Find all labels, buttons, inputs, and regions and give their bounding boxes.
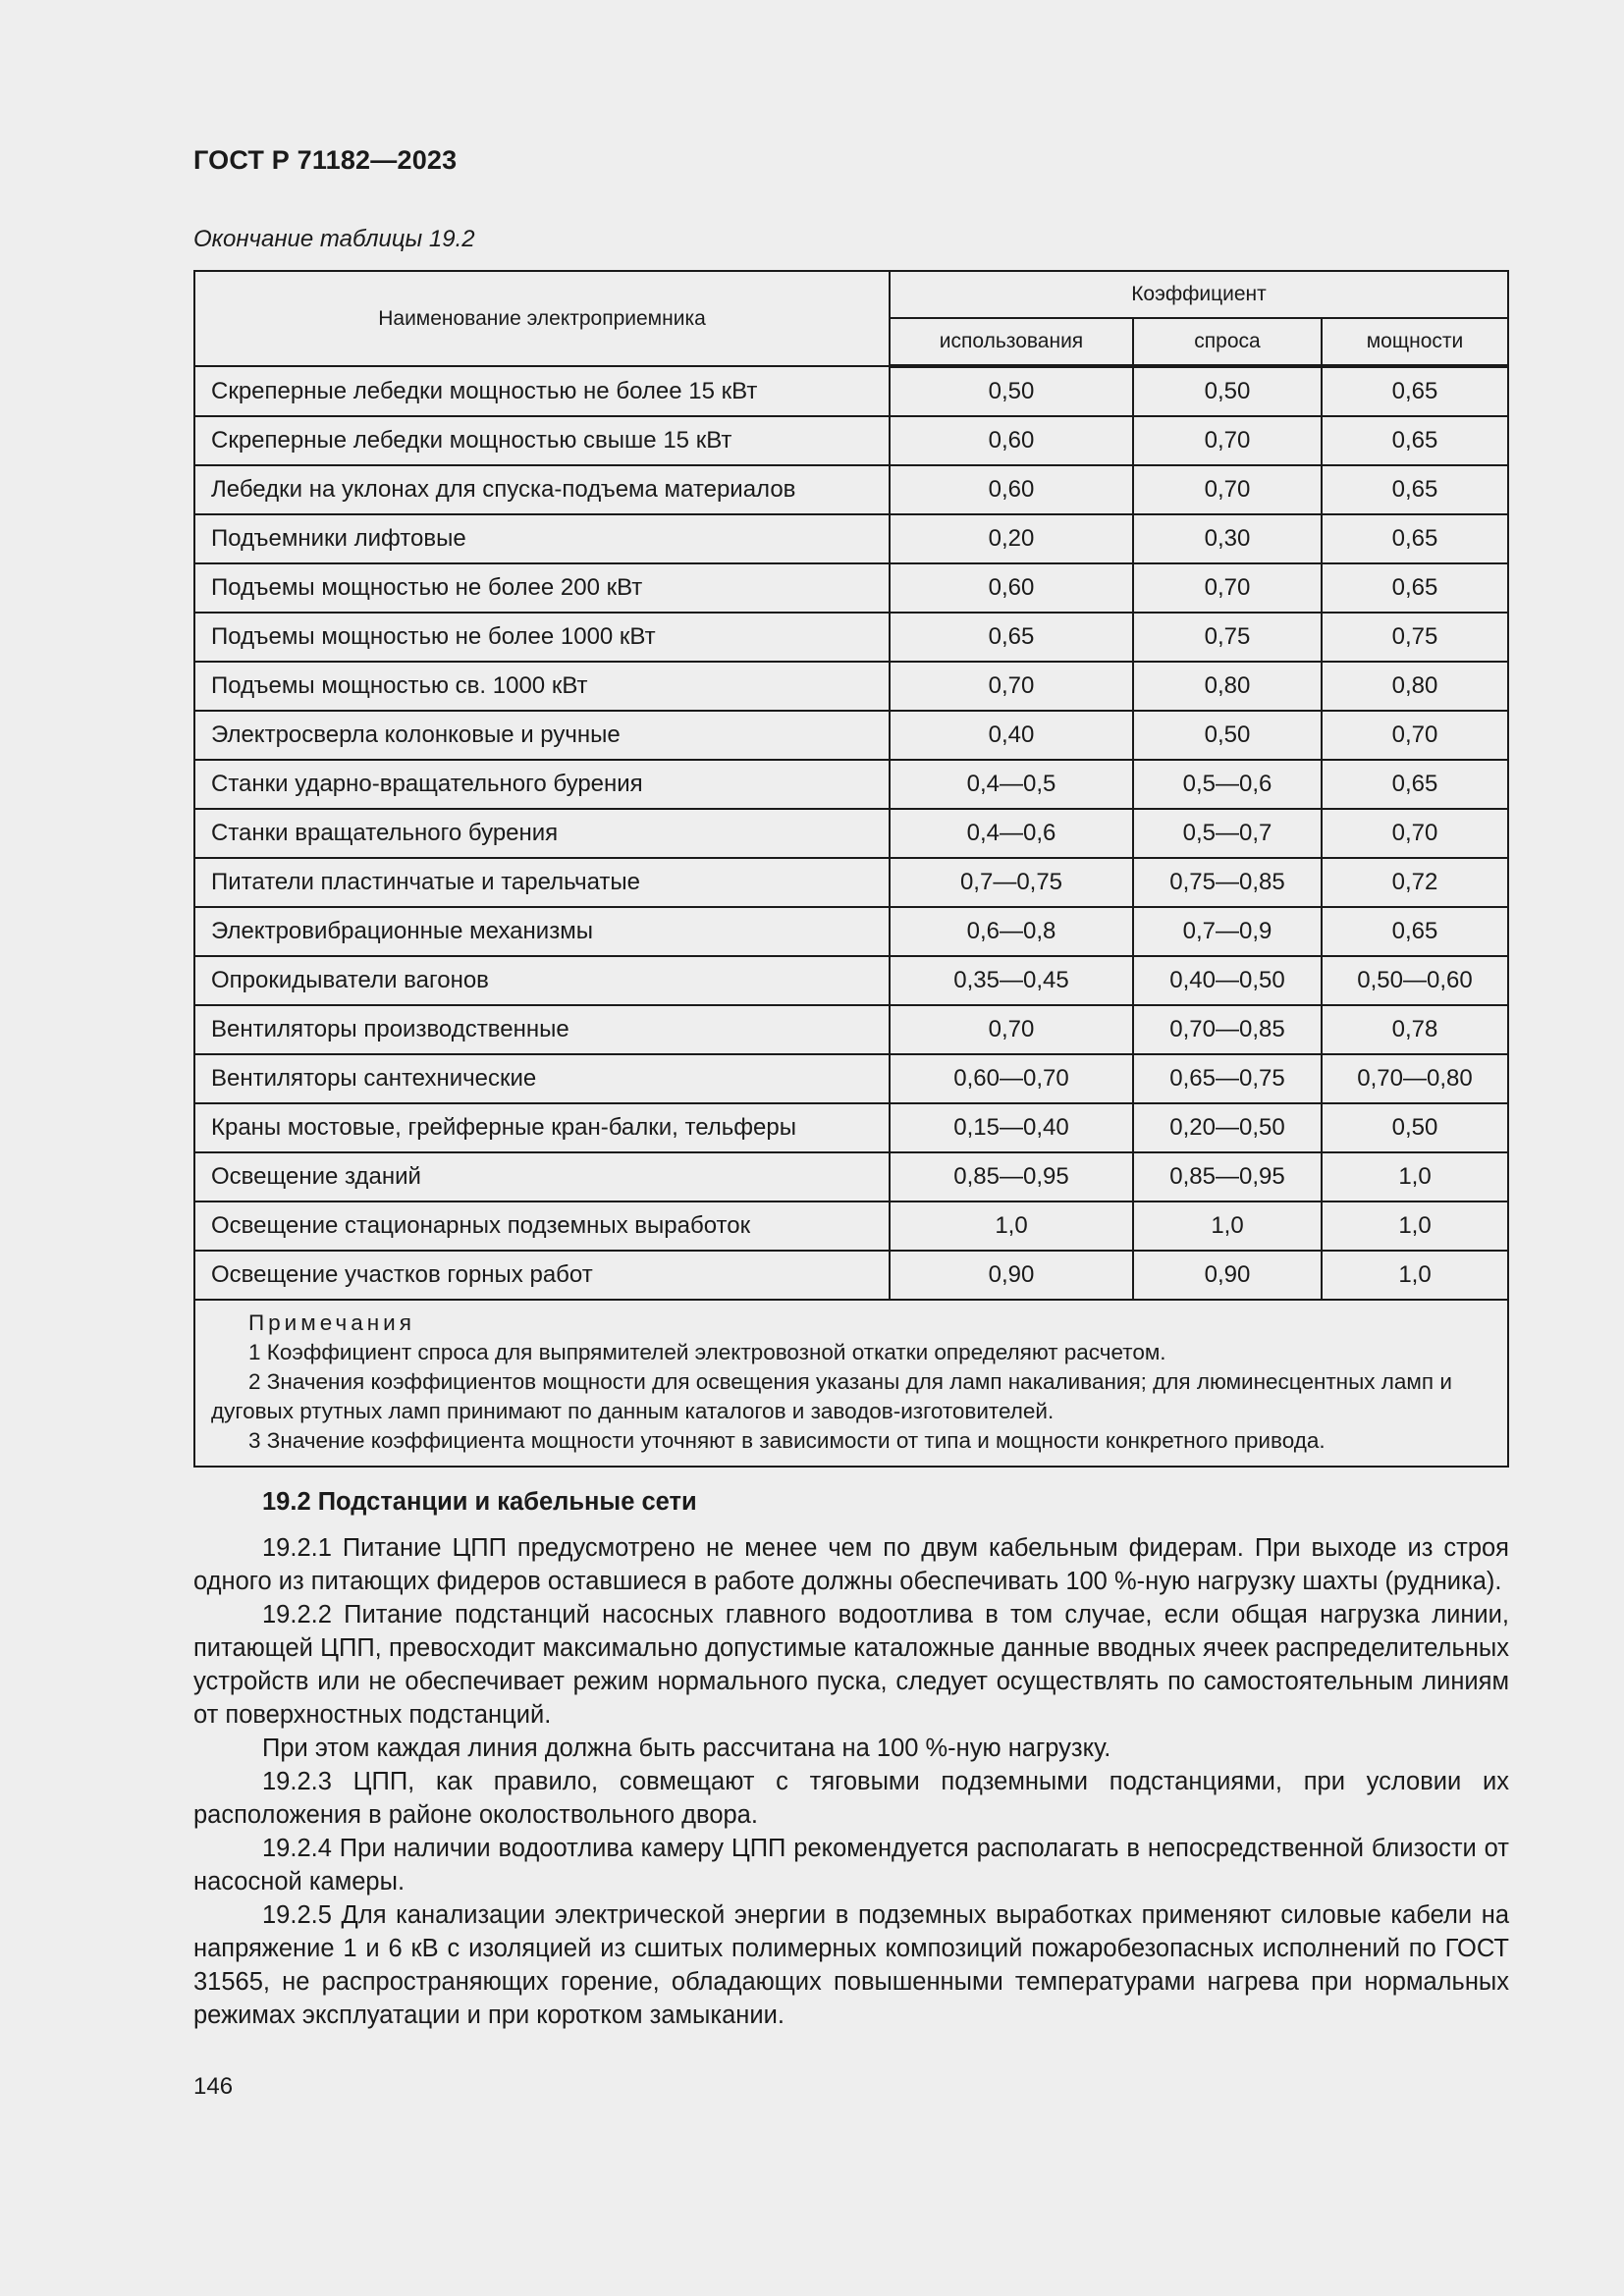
section-title: 19.2 Подстанции и кабельные сети — [262, 1488, 697, 1516]
table-row — [194, 662, 1508, 711]
table-row — [194, 613, 1508, 662]
cell-power: 0,50—0,60 — [1322, 956, 1508, 1005]
cell-power: 1,0 — [1322, 1152, 1508, 1201]
cell-demand: 0,40—0,50 — [1133, 956, 1322, 1005]
cell-name: Станки ударно-вращательного бурения — [194, 760, 890, 809]
table-row — [194, 563, 1508, 613]
cell-demand: 0,5—0,7 — [1133, 809, 1322, 858]
cell-power: 0,70 — [1322, 809, 1508, 858]
paragraph: 19.2.1 Питание ЦПП предусмотрено не менее чем по двум кабельным фидерам. При выходе из строя одного из питающих фидеров оставшиеся в работе должны обеспечивать 100 %-ную нагрузку шахты (рудника). — [193, 1534, 1509, 1595]
note-3: 3 Значение коэффициента мощности уточняют в зависимости от типа и мощности конкретного привода. — [248, 1428, 1326, 1453]
cell-usage: 0,60 — [890, 416, 1133, 465]
cell-usage: 0,85—0,95 — [890, 1152, 1133, 1201]
paragraph: 19.2.4 При наличии водоотлива камеру ЦПП рекомендуется располагать в непосредственной близости от насосной камеры. — [193, 1835, 1509, 1896]
cell-name: Вентиляторы производственные — [194, 1005, 890, 1054]
cell-name: Вентиляторы сантехнические — [194, 1054, 890, 1103]
cell-usage: 0,40 — [890, 711, 1133, 760]
cell-power: 0,70 — [1322, 711, 1508, 760]
cell-name: Освещение участков горных работ — [194, 1251, 890, 1300]
document-title: ГОСТ Р 71182—2023 — [193, 145, 458, 175]
note-1: 1 Коэффициент спроса для выпрямителей электровозной откатки определяют расчетом. — [248, 1340, 1166, 1364]
table-row — [194, 809, 1508, 858]
table-row — [194, 711, 1508, 760]
section-body — [193, 1531, 1509, 2032]
cell-usage: 0,4—0,6 — [890, 809, 1133, 858]
header-power: мощности — [1322, 318, 1508, 366]
cell-demand: 0,70 — [1133, 465, 1322, 514]
cell-usage: 0,4—0,5 — [890, 760, 1133, 809]
cell-name: Освещение зданий — [194, 1152, 890, 1201]
cell-power: 0,50 — [1322, 1103, 1508, 1152]
cell-usage: 0,70 — [890, 1005, 1133, 1054]
cell-demand: 0,20—0,50 — [1133, 1103, 1322, 1152]
cell-demand: 1,0 — [1133, 1201, 1322, 1251]
table-row — [194, 1054, 1508, 1103]
table-row — [194, 1152, 1508, 1201]
cell-usage: 1,0 — [890, 1201, 1133, 1251]
cell-demand: 0,75 — [1133, 613, 1322, 662]
cell-power: 0,65 — [1322, 366, 1508, 416]
cell-power: 0,72 — [1322, 858, 1508, 907]
cell-name: Подъемы мощностью не более 1000 кВт — [194, 613, 890, 662]
table-row — [194, 1251, 1508, 1300]
cell-power: 0,78 — [1322, 1005, 1508, 1054]
cell-usage: 0,70 — [890, 662, 1133, 711]
cell-power: 0,65 — [1322, 465, 1508, 514]
cell-usage: 0,65 — [890, 613, 1133, 662]
cell-demand: 0,30 — [1133, 514, 1322, 563]
cell-demand: 0,70 — [1133, 563, 1322, 613]
page-number: 146 — [193, 2073, 234, 2100]
cell-demand: 0,90 — [1133, 1251, 1322, 1300]
cell-power: 1,0 — [1322, 1201, 1508, 1251]
cell-name: Подъемы мощностью не более 200 кВт — [194, 563, 890, 613]
cell-name: Опрокидыватели вагонов — [194, 956, 890, 1005]
table-row — [194, 1201, 1508, 1251]
cell-power: 1,0 — [1322, 1251, 1508, 1300]
paragraph: 19.2.2 Питание подстанций насосных главного водоотлива в том случае, если общая нагрузка линии, питающей ЦПП, превосходит максимально допустимые каталожные данные вводных ячеек распределительных устройств или не обеспечивает режим нормального пуска, следует осуществлять по самостоятельным линиям от поверхностных подстанций. — [193, 1601, 1509, 1729]
cell-name: Скреперные лебедки мощностью не более 15 кВт — [194, 366, 890, 416]
cell-power: 0,65 — [1322, 907, 1508, 956]
cell-name: Скреперные лебедки мощностью свыше 15 кВт — [194, 416, 890, 465]
table-row — [194, 465, 1508, 514]
header-usage: использования — [890, 318, 1133, 366]
table-row — [194, 956, 1508, 1005]
cell-demand: 0,7—0,9 — [1133, 907, 1322, 956]
cell-usage: 0,6—0,8 — [890, 907, 1133, 956]
cell-usage: 0,50 — [890, 366, 1133, 416]
cell-name: Краны мостовые, грейферные кран-балки, тельферы — [194, 1103, 890, 1152]
cell-usage: 0,60—0,70 — [890, 1054, 1133, 1103]
paragraph: При этом каждая линия должна быть рассчитана на 100 %-ную нагрузку. — [262, 1735, 1111, 1762]
cell-power: 0,70—0,80 — [1322, 1054, 1508, 1103]
cell-name: Питатели пластинчатые и тарельчатые — [194, 858, 890, 907]
cell-demand: 0,50 — [1133, 366, 1322, 416]
cell-name: Электровибрационные механизмы — [194, 907, 890, 956]
cell-usage: 0,20 — [890, 514, 1133, 563]
header-name: Наименование электроприемника — [194, 271, 890, 366]
note-2: 2 Значения коэффициентов мощности для освещения указаны для ламп накаливания; для люминесцентных ламп и дуговых ртутных ламп принимают по данным каталогов и заводов-изготовителей. — [211, 1369, 1452, 1423]
cell-power: 0,75 — [1322, 613, 1508, 662]
cell-demand: 0,5—0,6 — [1133, 760, 1322, 809]
cell-demand: 0,50 — [1133, 711, 1322, 760]
table-row — [194, 514, 1508, 563]
cell-name: Электросверла колонковые и ручные — [194, 711, 890, 760]
cell-demand: 0,65—0,75 — [1133, 1054, 1322, 1103]
coefficients-table — [193, 270, 1509, 1468]
table-row — [194, 760, 1508, 809]
header-coefficient: Коэффициент — [890, 271, 1508, 318]
cell-name: Станки вращательного бурения — [194, 809, 890, 858]
header-demand: спроса — [1133, 318, 1322, 366]
cell-usage: 0,90 — [890, 1251, 1133, 1300]
table-caption: Окончание таблицы 19.2 — [193, 226, 475, 252]
cell-demand: 0,70—0,85 — [1133, 1005, 1322, 1054]
cell-power: 0,80 — [1322, 662, 1508, 711]
table-notes — [194, 1300, 1508, 1467]
paragraph: 19.2.5 Для канализации электрической энергии в подземных выработках применяют силовые кабели на напряжение 1 и 6 кВ с изоляцией из сшитых полимерных композиций пожаробезопасных исполнений по ГОСТ 31565, не распространяющих горение, обладающих повышенными температурами нагрева при нормальных режимах эксплуатации и при коротком замыкании. — [193, 1901, 1509, 2029]
table-row — [194, 1103, 1508, 1152]
cell-usage: 0,15—0,40 — [890, 1103, 1133, 1152]
cell-usage: 0,35—0,45 — [890, 956, 1133, 1005]
table-row — [194, 858, 1508, 907]
cell-usage: 0,60 — [890, 563, 1133, 613]
cell-power: 0,65 — [1322, 514, 1508, 563]
cell-power: 0,65 — [1322, 563, 1508, 613]
notes-title: Примечания — [248, 1310, 415, 1335]
cell-power: 0,65 — [1322, 760, 1508, 809]
cell-demand: 0,75—0,85 — [1133, 858, 1322, 907]
cell-name: Лебедки на уклонах для спуска-подъема материалов — [194, 465, 890, 514]
table-row — [194, 416, 1508, 465]
cell-usage: 0,60 — [890, 465, 1133, 514]
table-row — [194, 1005, 1508, 1054]
cell-name: Подъемы мощностью св. 1000 кВт — [194, 662, 890, 711]
cell-usage: 0,7—0,75 — [890, 858, 1133, 907]
cell-power: 0,65 — [1322, 416, 1508, 465]
cell-demand: 0,80 — [1133, 662, 1322, 711]
cell-name: Освещение стационарных подземных выработок — [194, 1201, 890, 1251]
cell-name: Подъемники лифтовые — [194, 514, 890, 563]
paragraph: 19.2.3 ЦПП, как правило, совмещают с тяговыми подземными подстанциями, при условии их расположения в районе околоствольного двора. — [193, 1768, 1509, 1829]
cell-demand: 0,85—0,95 — [1133, 1152, 1322, 1201]
cell-demand: 0,70 — [1133, 416, 1322, 465]
table-row — [194, 907, 1508, 956]
table-row — [194, 366, 1508, 416]
